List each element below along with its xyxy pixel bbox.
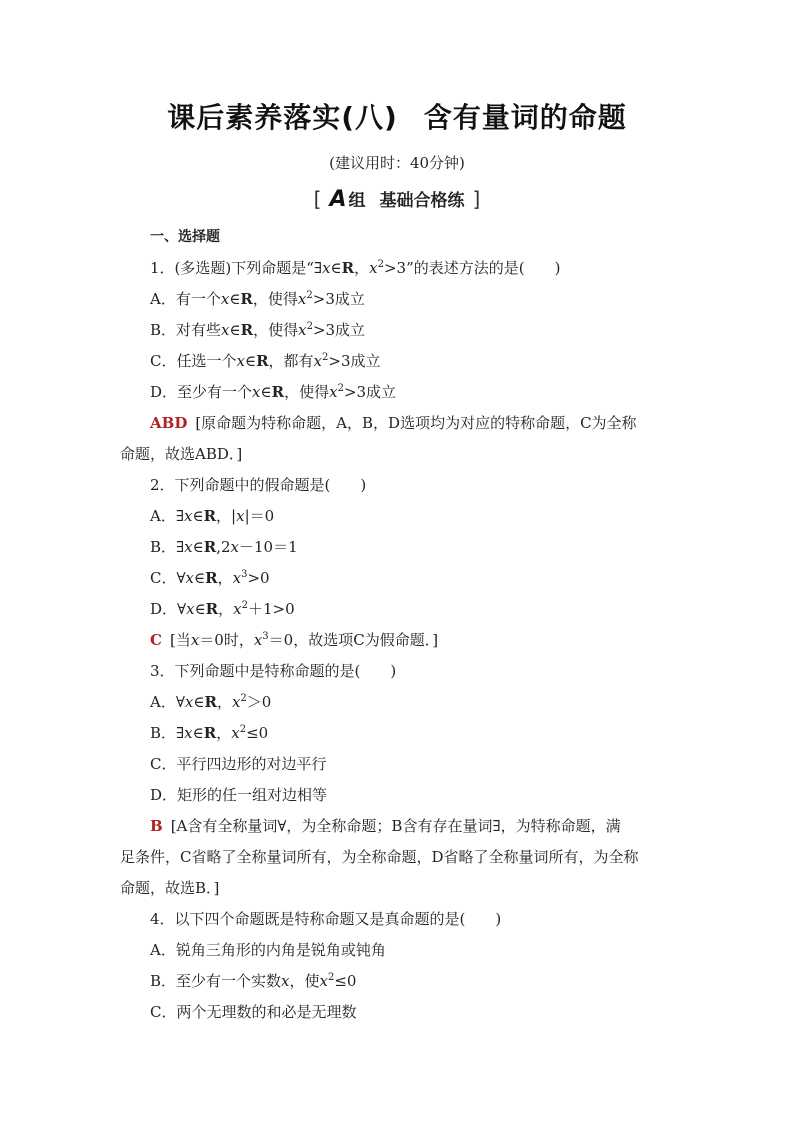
question-4-option-a: A．锐角三角形的内角是锐角或钝角 xyxy=(150,941,386,959)
page-title xyxy=(0,96,794,136)
time-suggestion: (建议用时：40分钟) xyxy=(329,154,465,172)
group-name: 基础合格练 xyxy=(379,191,465,211)
question-2-option-b: B．∃x∈R,2x－10＝1 xyxy=(150,538,298,556)
left-bracket: [ xyxy=(313,187,322,211)
group-letter: A xyxy=(329,187,347,212)
title-main: 课后素养落实(八) xyxy=(167,101,398,134)
question-3-option-b: B．∃x∈R，$x^2\le 0$ xyxy=(150,724,269,742)
question-2-option-d: D．∀x∈R，$x^2+1>0$ xyxy=(150,600,295,618)
group-heading xyxy=(0,186,794,212)
question-2-stem: 2．下列命题中的假命题是( ) xyxy=(150,476,367,494)
question-4-option-c: C．两个无理数的和必是无理数 xyxy=(150,1003,357,1021)
answer-label: ABD xyxy=(150,414,188,432)
question-1-explanation-cont: 命题，故选ABD．] xyxy=(120,445,243,463)
question-3-explanation: B [A含有全称量词∀，为全称命题；B含有存在量词∃，为特称命题，满 xyxy=(150,817,621,835)
question-2-option-c: C．∀x∈R，$x^3>0$ xyxy=(150,569,270,587)
question-1-option-b: B．对有些x∈R，使得$x^2>3$成立 xyxy=(150,321,366,339)
question-3-option-a: A．∀x∈R，$x^2>0$ xyxy=(150,693,272,711)
question-1-option-c: C．任选一个x∈R，都有$x^2>3$成立 xyxy=(150,352,381,370)
question-2-option-a: A．∃x∈R，|x|＝0 xyxy=(150,507,275,525)
document-body xyxy=(120,222,680,1028)
question-4-stem: 4．以下四个命题既是特称命题又是真命题的是( ) xyxy=(150,910,502,928)
question-3-option-c: C．平行四边形的对边平行 xyxy=(150,755,327,773)
answer-label: B xyxy=(150,817,163,835)
question-1-option-d: D．至少有一个x∈R，使得$x^2>3$成立 xyxy=(150,383,397,401)
question-1-option-a: A．有一个x∈R，使得$x^2>3$成立 xyxy=(150,290,365,308)
question-1-explanation: ABD [原命题为特称命题，A，B，D选项均为对应的特称命题，C为全称 xyxy=(150,414,637,432)
title-topic: 含有量词的命题 xyxy=(423,101,627,134)
answer-label: C xyxy=(150,631,162,649)
question-3-stem: 3．下列命题中是特称命题的是( ) xyxy=(150,662,397,680)
group-word: 组 xyxy=(348,191,366,211)
right-bracket: ] xyxy=(472,187,481,211)
question-3-explanation-end: 命题，故选B．] xyxy=(120,879,220,897)
question-1-stem: 1．(多选题)下列命题是“∃x∈R，$x^2>3$”的表述方法的是( ) xyxy=(150,259,561,277)
question-3-option-d: D．矩形的任一组对边相等 xyxy=(150,786,328,804)
question-4-option-b: B．至少有一个实数x，使$x^2\le 0$ xyxy=(150,972,357,990)
section-title: 一、选择题 xyxy=(150,229,220,245)
question-2-explanation: C [当x＝0时，$x^3=0$，故选项C为假命题．] xyxy=(150,631,439,649)
question-3-explanation-cont: 足条件，C省略了全称量词所有，为全称命题，D省略了全称量词所有，为全称 xyxy=(120,848,639,866)
